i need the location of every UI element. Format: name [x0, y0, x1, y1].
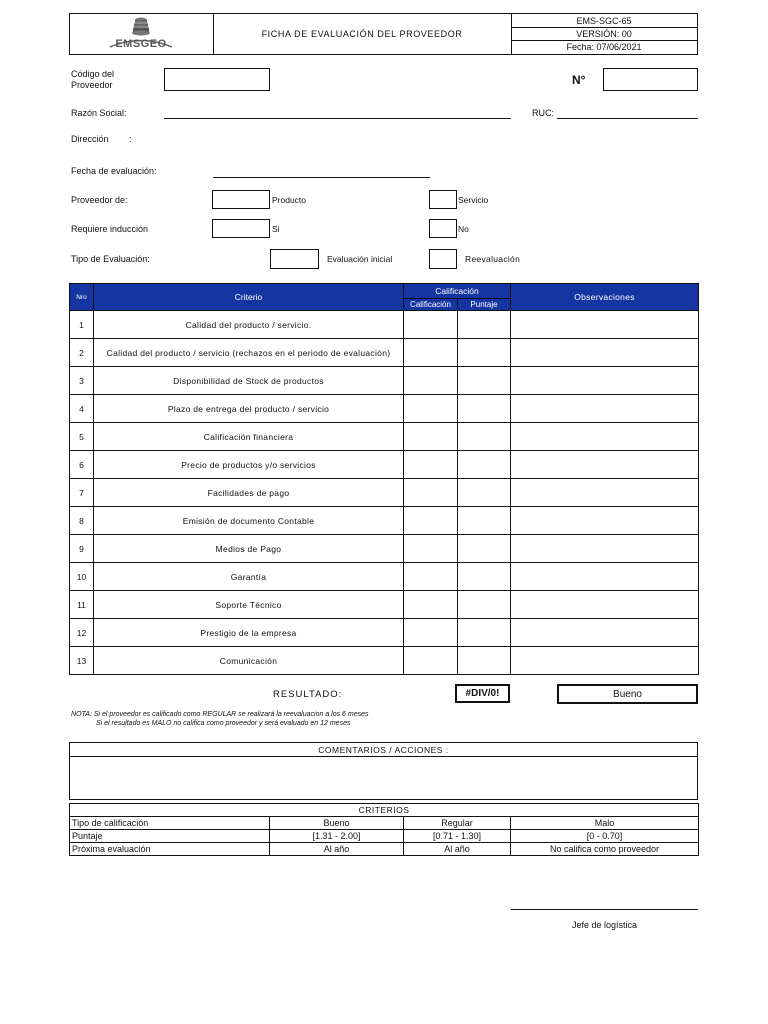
number-field[interactable]	[603, 68, 698, 91]
col-header-rating-sub: Calificación	[404, 299, 458, 311]
row-criterion: Calidad del producto / servicio (rechazos en el periodo de evaluación)	[94, 339, 404, 367]
row-score-cell[interactable]	[458, 423, 511, 451]
induction-no-checkbox[interactable]	[429, 219, 457, 238]
row-number: 4	[70, 395, 94, 423]
criteria-cell: Regular	[404, 817, 511, 830]
table-row	[70, 535, 699, 563]
note-line-1: NOTA: Si el proveedor es calificado como REGULAR se realizará la reevaluacion a los 6 meses	[71, 711, 369, 718]
row-score-cell[interactable]	[458, 647, 511, 675]
criteria-cell: Bueno	[270, 817, 404, 830]
supplier-code-label-2: Proveedor	[71, 80, 113, 90]
criteria-cell: [0.71 - 1.30]	[404, 830, 511, 843]
col-header-score: Puntaje	[458, 299, 511, 311]
row-rating-cell[interactable]	[404, 563, 458, 591]
table-row	[70, 507, 699, 535]
document-date: Fecha: 07/06/2021	[566, 41, 642, 52]
eval-date-label: Fecha de evaluación:	[71, 166, 157, 176]
row-score-cell[interactable]	[458, 535, 511, 563]
row-criterion: Comunicación	[94, 647, 404, 675]
criteria-row	[70, 830, 699, 843]
reeval-checkbox[interactable]	[429, 249, 457, 269]
row-observations-cell[interactable]	[511, 339, 699, 367]
supplier-of-label: Proveedor de:	[71, 195, 128, 205]
result-rating: Bueno	[557, 684, 698, 704]
row-criterion: Medios de Pago	[94, 535, 404, 563]
result-value: #DIV/0!	[455, 684, 510, 703]
criteria-title: CRITERIOS	[70, 804, 699, 817]
row-number: 7	[70, 479, 94, 507]
product-checkbox[interactable]	[212, 190, 270, 209]
supplier-code-field[interactable]	[164, 68, 270, 91]
criteria-cell: Al año	[270, 843, 404, 856]
row-score-cell[interactable]	[458, 339, 511, 367]
col-header-rating: Calificación	[404, 284, 511, 299]
row-observations-cell[interactable]	[511, 563, 699, 591]
col-header-criterion: Criterio	[94, 284, 404, 311]
address-colon: :	[129, 134, 132, 144]
table-row	[70, 423, 699, 451]
business-name-field[interactable]	[164, 118, 511, 119]
row-observations-cell[interactable]	[511, 451, 699, 479]
induction-yes-checkbox[interactable]	[212, 219, 270, 238]
product-label: Producto	[272, 195, 307, 205]
row-score-cell[interactable]	[458, 367, 511, 395]
row-observations-cell[interactable]	[511, 423, 699, 451]
row-number: 11	[70, 591, 94, 619]
table-row	[70, 563, 699, 591]
note-line-2: Si el resultado es MALO no califica como proveedor y será evaluado en 12 meses	[96, 720, 351, 727]
result-label: RESULTADO:	[273, 689, 343, 700]
document-code: EMS-SGC-65	[511, 14, 697, 28]
row-rating-cell[interactable]	[404, 479, 458, 507]
row-rating-cell[interactable]	[404, 507, 458, 535]
row-observations-cell[interactable]	[511, 311, 699, 339]
row-observations-cell[interactable]	[511, 535, 699, 563]
row-number: 2	[70, 339, 94, 367]
signature-label: Jefe de logística	[571, 920, 638, 930]
document-header	[69, 13, 698, 55]
row-rating-cell[interactable]	[404, 395, 458, 423]
ruc-label: RUC:	[532, 108, 554, 118]
row-number: 12	[70, 619, 94, 647]
criteria-row-label: Puntaje	[70, 830, 270, 843]
criteria-row-label: Tipo de calificación	[70, 817, 270, 830]
row-number: 13	[70, 647, 94, 675]
row-number: 1	[70, 311, 94, 339]
row-observations-cell[interactable]	[511, 507, 699, 535]
row-score-cell[interactable]	[458, 619, 511, 647]
row-score-cell[interactable]	[458, 563, 511, 591]
row-number: 5	[70, 423, 94, 451]
table-row	[70, 591, 699, 619]
induction-yes-label: Si	[272, 224, 280, 234]
ruc-field[interactable]	[557, 118, 698, 119]
business-name-label: Razón Social:	[71, 108, 127, 118]
row-rating-cell[interactable]	[404, 423, 458, 451]
row-number: 3	[70, 367, 94, 395]
row-rating-cell[interactable]	[404, 647, 458, 675]
row-observations-cell[interactable]	[511, 395, 699, 423]
row-observations-cell[interactable]	[511, 619, 699, 647]
address-label: Dirección	[71, 134, 109, 144]
table-row	[70, 479, 699, 507]
row-criterion: Prestigio de la empresa	[94, 619, 404, 647]
criteria-row-label: Próxima evaluación	[70, 843, 270, 856]
criteria-cell: Al año	[404, 843, 511, 856]
row-score-cell[interactable]	[458, 451, 511, 479]
table-row	[70, 619, 699, 647]
row-rating-cell[interactable]	[404, 591, 458, 619]
logo-cell	[70, 14, 214, 54]
criteria-row	[70, 817, 699, 830]
row-observations-cell[interactable]	[511, 591, 699, 619]
row-criterion: Soporte Técnico	[94, 591, 404, 619]
row-criterion: Garantía	[94, 563, 404, 591]
row-number: 8	[70, 507, 94, 535]
criteria-cell: No califica como proveedor	[511, 843, 699, 856]
row-number: 6	[70, 451, 94, 479]
row-criterion: Calificación financiera	[94, 423, 404, 451]
eval-date-field[interactable]	[213, 177, 430, 178]
row-criterion: Emisión de documento Contable	[94, 507, 404, 535]
row-observations-cell[interactable]	[511, 647, 699, 675]
comments-title: COMENTARIOS / ACCIONES :	[70, 743, 697, 757]
row-criterion: Disponibilidad de Stock de productos	[94, 367, 404, 395]
initial-eval-checkbox[interactable]	[270, 249, 319, 269]
logo-text: EMSGEO	[115, 38, 167, 50]
row-rating-cell[interactable]	[404, 339, 458, 367]
row-rating-cell[interactable]	[404, 367, 458, 395]
number-label: N°	[572, 73, 586, 87]
row-observations-cell[interactable]	[511, 367, 699, 395]
row-score-cell[interactable]	[458, 591, 511, 619]
row-rating-cell[interactable]	[404, 619, 458, 647]
table-row	[70, 311, 699, 339]
row-score-cell[interactable]	[458, 507, 511, 535]
criteria-cell: [0 - 0.70]	[511, 830, 699, 843]
row-score-cell[interactable]	[458, 479, 511, 507]
row-criterion: Calidad del producto / servicio.	[94, 311, 404, 339]
supplier-code-label-1: Código del	[71, 69, 115, 79]
comments-box[interactable]	[69, 742, 698, 800]
row-criterion: Precio de productos y/o servicios	[94, 451, 404, 479]
row-rating-cell[interactable]	[404, 311, 458, 339]
criteria-row	[70, 843, 699, 856]
document-title: FICHA DE EVALUACIÓN DEL PROVEEDOR	[213, 14, 512, 54]
criteria-cell: [1.31 - 2.00]	[270, 830, 404, 843]
signature-line	[511, 909, 698, 910]
col-header-no: Nro	[70, 284, 94, 311]
eval-type-label: Tipo de Evaluación:	[71, 254, 150, 264]
criteria-table	[69, 803, 699, 856]
service-checkbox[interactable]	[429, 190, 457, 209]
table-row	[70, 451, 699, 479]
service-label: Servicio	[458, 195, 489, 205]
table-row	[70, 647, 699, 675]
table-row	[70, 367, 699, 395]
row-criterion: Plazo de entrega del producto / servicio	[94, 395, 404, 423]
row-score-cell[interactable]	[458, 311, 511, 339]
row-number: 10	[70, 563, 94, 591]
row-score-cell[interactable]	[458, 395, 511, 423]
row-observations-cell[interactable]	[511, 479, 699, 507]
initial-eval-label: Evaluación inicial	[327, 254, 393, 264]
evaluation-table	[69, 283, 699, 675]
reeval-label: Reevaluación	[465, 254, 521, 264]
row-number: 9	[70, 535, 94, 563]
document-version: VERSIÓN: 00	[511, 27, 697, 41]
table-row	[70, 395, 699, 423]
induction-no-label: No	[458, 224, 469, 234]
criteria-cell: Malo	[511, 817, 699, 830]
row-criterion: Facilidades de pago	[94, 479, 404, 507]
col-header-observations: Observaciones	[511, 284, 699, 311]
row-rating-cell[interactable]	[404, 451, 458, 479]
table-row	[70, 339, 699, 367]
induction-label: Requiere inducción	[71, 224, 149, 234]
row-rating-cell[interactable]	[404, 535, 458, 563]
